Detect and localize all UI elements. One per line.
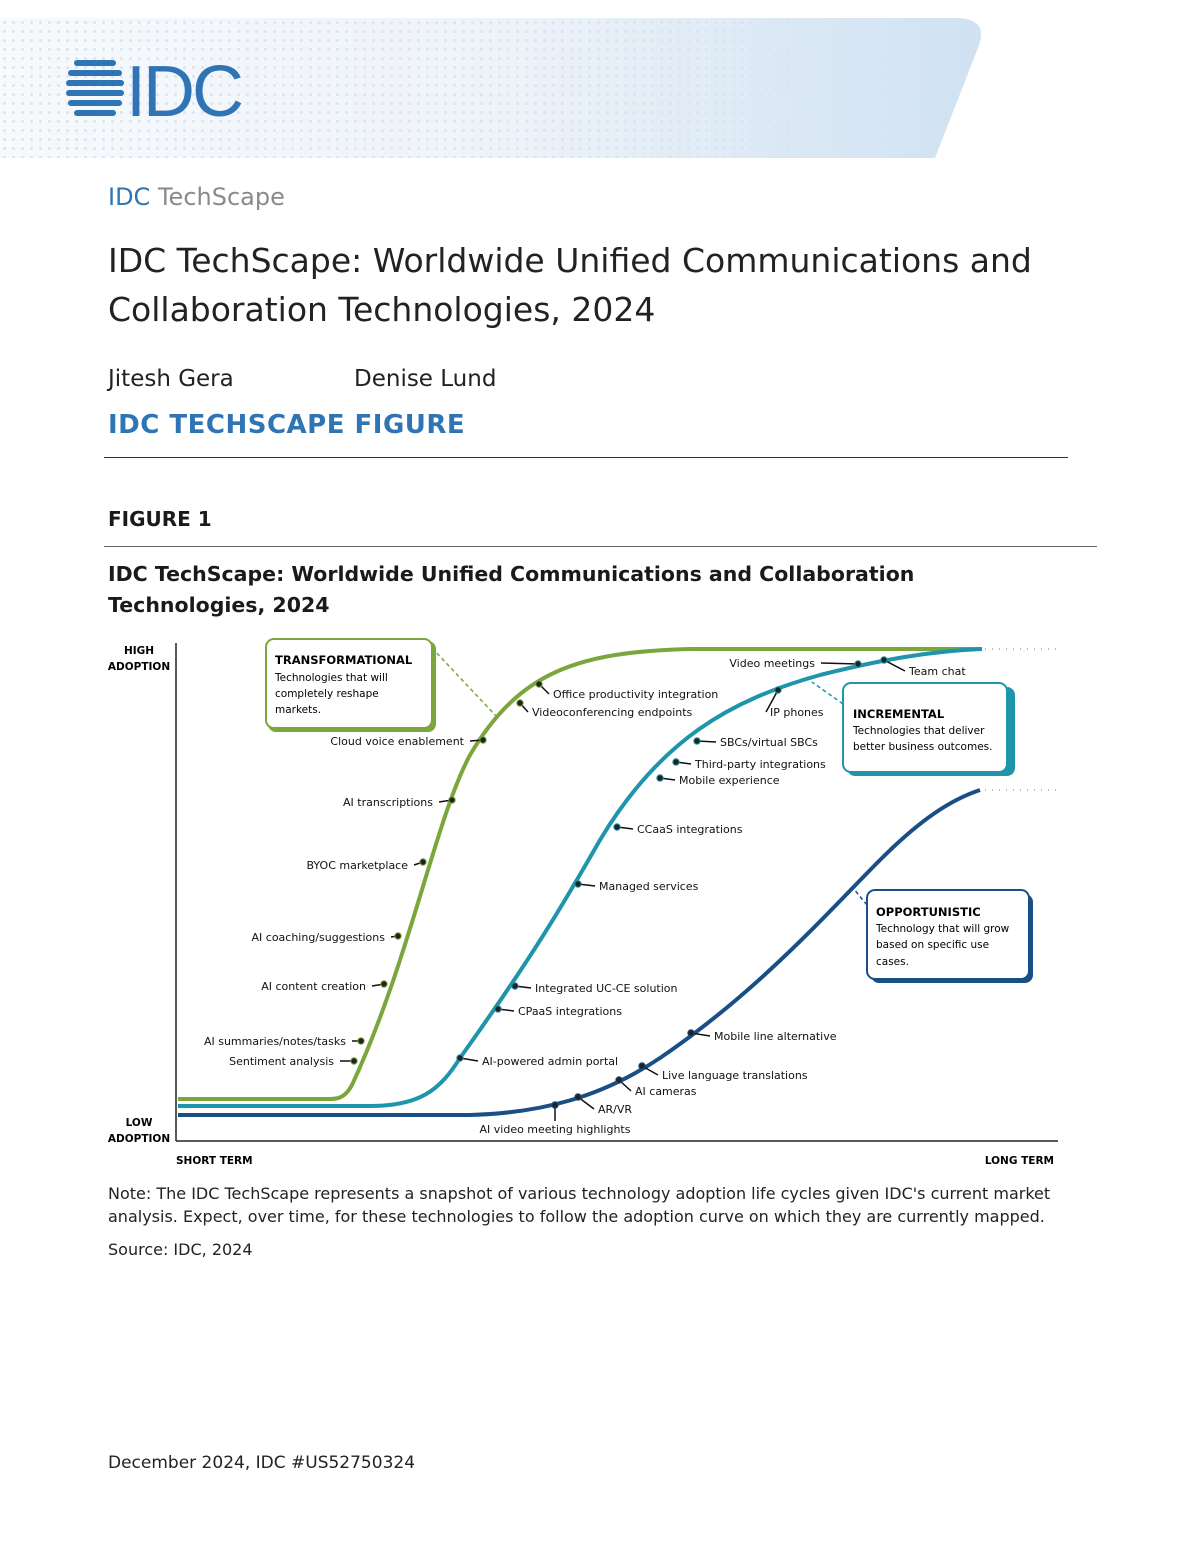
- incremental-technology-label: CPaaS integrations: [518, 1005, 622, 1018]
- opportunistic-technology-point: [616, 1077, 622, 1083]
- figure-note: [108, 1182, 1088, 1228]
- incremental-technology-point: [881, 657, 887, 663]
- transformational-technology-point: [351, 1058, 357, 1064]
- opportunistic-technology-label: Live language translations: [662, 1069, 808, 1082]
- opportunistic-technology-label: Mobile line alternative: [714, 1030, 837, 1043]
- transformational-technology-point: [517, 700, 523, 706]
- author-2: Denise Lund: [354, 366, 497, 392]
- incremental-title: INCREMENTAL: [853, 707, 945, 721]
- transformational-technology-point: [358, 1038, 364, 1044]
- y-low-label-1: LOW: [125, 1117, 153, 1129]
- opportunistic-technology-point: [688, 1030, 694, 1036]
- incremental-technology-label: Managed services: [599, 880, 699, 893]
- note-line-2: analysis. Expect, over time, for these technologies to follow the adoption curve on which they are currently mapped.: [108, 1207, 1045, 1226]
- incremental-technology-point: [855, 661, 861, 667]
- series-name: [108, 183, 285, 211]
- figure-title-line-1: IDC TechScape: Worldwide Unified Communications and Collaboration: [108, 562, 915, 586]
- transformational-desc-3: markets.: [275, 704, 322, 716]
- transformational-desc-1: Technologies that will: [275, 672, 388, 684]
- opportunistic-technology-label: AR/VR: [598, 1103, 633, 1116]
- transformational-technology-label: AI summaries/notes/tasks: [203, 1035, 346, 1048]
- document-title: [108, 236, 1068, 334]
- incremental-technology-label: AI-powered admin portal: [482, 1055, 619, 1068]
- callout-transformational: [266, 639, 497, 732]
- transformational-technology-label: Office productivity integration: [553, 688, 719, 701]
- transformational-technology-label: Cloud voice enablement: [330, 735, 464, 748]
- x-end-label: LONG TERM: [984, 1155, 1054, 1167]
- figure-title-line-2: Technologies, 2024: [108, 593, 330, 617]
- incremental-technology-label: Team chat: [909, 665, 966, 678]
- incremental-desc-2: better business outcomes.: [853, 741, 993, 753]
- author-1: Jitesh Gera: [108, 366, 234, 392]
- incremental-technology-point: [575, 881, 581, 887]
- incremental-technology-point: [495, 1006, 501, 1012]
- transformational-technology-point: [480, 737, 486, 743]
- figure-source: Source: IDC, 2024: [108, 1240, 253, 1259]
- opportunistic-desc-3: cases.: [876, 956, 909, 968]
- incremental-technology-point: [775, 687, 781, 693]
- idc-logo: [62, 52, 272, 128]
- incremental-technology-label: Mobile experience: [679, 774, 780, 787]
- incremental-desc-1: Technologies that deliver: [853, 725, 985, 737]
- transformational-technology-point: [536, 681, 542, 687]
- incremental-technology-point: [673, 759, 679, 765]
- incremental-technology-label: Video meetings: [729, 657, 815, 670]
- transformational-desc-2: completely reshape: [275, 688, 379, 700]
- technology-leader-line: [821, 663, 858, 664]
- callout-opportunistic: [853, 888, 1033, 983]
- section-rule: [104, 457, 1068, 458]
- transformational-technology-point: [381, 981, 387, 987]
- opportunistic-technology-label: AI cameras: [635, 1085, 697, 1098]
- incremental-technology-point: [512, 983, 518, 989]
- incremental-technology-point: [694, 738, 700, 744]
- opportunistic-title: OPPORTUNISTIC: [876, 905, 981, 919]
- title-line-1: IDC TechScape: Worldwide Unified Communications and: [108, 241, 1032, 280]
- transformational-technology-label: AI transcriptions: [343, 796, 433, 809]
- figure-rule: [104, 546, 1097, 547]
- transformational-technology-label: AI coaching/suggestions: [251, 931, 385, 944]
- incremental-technology-point: [614, 824, 620, 830]
- transformational-technology-point: [420, 859, 426, 865]
- incremental-technology-label: Integrated UC-CE solution: [535, 982, 678, 995]
- incremental-technology-label: IP phones: [770, 706, 824, 719]
- techscape-chart: [100, 630, 1070, 1175]
- opportunistic-technology-label: AI video meeting highlights: [479, 1123, 631, 1136]
- section-heading: IDC TECHSCAPE FIGURE: [108, 410, 466, 440]
- x-start-label: SHORT TERM: [176, 1155, 253, 1167]
- transformational-technology-label: Sentiment analysis: [229, 1055, 334, 1068]
- transformational-title: TRANSFORMATIONAL: [275, 653, 413, 667]
- opportunistic-desc-1: Technology that will grow: [876, 923, 1010, 935]
- y-low-label-2: ADOPTION: [107, 1133, 171, 1145]
- series-brand: IDC: [108, 183, 151, 211]
- opportunistic-technology-point: [575, 1094, 581, 1100]
- figure-label: FIGURE 1: [108, 507, 212, 531]
- title-line-2: Collaboration Technologies, 2024: [108, 290, 656, 329]
- logo-text: IDC: [126, 52, 241, 128]
- transformational-technology-point: [449, 797, 455, 803]
- note-line-1: Note: The IDC TechScape represents a snapshot of various technology adoption life cycles given IDC's current market: [108, 1184, 1051, 1203]
- y-high-label-1: HIGH: [123, 645, 155, 657]
- incremental-technology-label: CCaaS integrations: [637, 823, 743, 836]
- figure-title: [108, 559, 988, 621]
- incremental-technology-point: [657, 775, 663, 781]
- opportunistic-desc-2: based on specific use: [876, 939, 990, 951]
- incremental-technology-label: Third-party integrations: [695, 758, 826, 771]
- transformational-technology-label: AI content creation: [261, 980, 366, 993]
- incremental-technology-label: SBCs/virtual SBCs: [720, 736, 818, 749]
- globe-icon: [66, 60, 124, 116]
- y-high-label-2: ADOPTION: [107, 661, 171, 673]
- document-footer: December 2024, IDC #US52750324: [108, 1453, 416, 1473]
- transformational-technology-label: BYOC marketplace: [306, 859, 408, 872]
- transformational-technology-point: [395, 933, 401, 939]
- callout-incremental: [812, 682, 1015, 776]
- opportunistic-technology-point: [552, 1102, 558, 1108]
- transformational-technology-label: Videoconferencing endpoints: [532, 706, 693, 719]
- series-label: TechScape: [157, 183, 285, 211]
- incremental-technology-point: [457, 1055, 463, 1061]
- opportunistic-technology-point: [639, 1063, 645, 1069]
